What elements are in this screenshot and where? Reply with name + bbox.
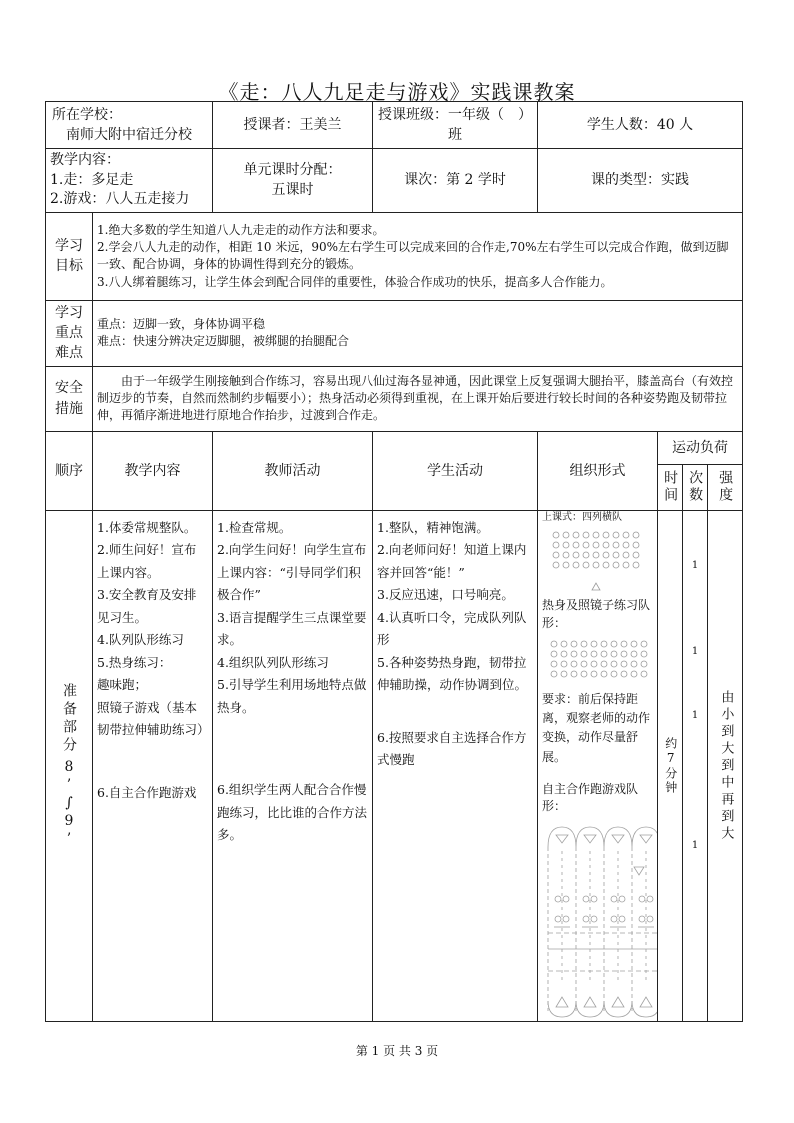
count-header-text: 次数	[687, 470, 704, 505]
school-cell	[46, 102, 213, 149]
goals-label-text: 学习目标	[55, 237, 83, 275]
count-cell	[683, 510, 708, 1022]
safety-label-text: 安全措施	[55, 380, 83, 417]
section-content	[93, 510, 213, 1022]
safety-paragraph: 由于一年级学生刚接触到合作练习，容易出现八仙过海各显神通，因此课堂上反复强调大腿抬平，膝盖高台（有效控制迈步的节奏，自然而然制约步幅要小）；热身活动必须得到重视，在上课开始后要进行较长时间的各种姿势跑及韧带拉伸，再循序渐进地进行原地合作抬步，过渡到合作走。	[97, 373, 734, 423]
section-student	[373, 510, 538, 1022]
page-number: 第 1 页 共 3 页	[355, 1044, 439, 1058]
unit-label: 单元课时分配：	[243, 162, 342, 179]
content-step: 照镜子游戏（基本韧带拉伸辅助练习）	[97, 699, 210, 738]
goal-item: 2.学会八人九走的动作，相距 10 米远，90%左右学生可以完成来回的合作走,70%左右学生可以完成合作跑，做到迈脚一致、配合协调，身体的协调性得到充分的锻炼。	[97, 239, 729, 272]
count-header	[683, 464, 708, 510]
content-item: 1.走：多足走	[50, 171, 134, 188]
goal-item: 1.绝大多数的学生知道八人九走走的动作方法和要求。	[97, 222, 385, 237]
difficult-point: 难点：快速分辨决定迈脚腿，被绑腿的抬腿配合	[97, 334, 350, 349]
content-step: 4.队列队形练习	[97, 632, 184, 648]
formation-caption: 自主合作跑游戏队形：	[542, 781, 639, 814]
class-name: 授课班级：一年级（ ）班	[373, 102, 538, 149]
teacher-step: 6.组织学生两人配合合作慢跑练习，比比谁的合作方法多。	[217, 782, 368, 843]
page-title: 《走：八人九足走与游戏》实践课教案	[218, 80, 576, 104]
section-teacher	[213, 510, 373, 1022]
content-cell	[46, 149, 213, 213]
lesson-number: 课次：第 2 学时	[373, 149, 538, 213]
count-value: 1	[691, 839, 699, 851]
student-header: 学生活动	[373, 431, 538, 510]
school-label: 所在学校：	[52, 106, 122, 123]
teacher-step: 5.引导学生利用场地特点做热身。	[217, 677, 367, 715]
student-step: 6.按照要求自主选择合作方式慢跑	[377, 729, 527, 768]
keypoints-label-text: 学习重点难点	[55, 304, 83, 362]
cooperative-run-diagram	[540, 821, 658, 1021]
goals-row	[46, 212, 743, 300]
warmup-formation-diagram	[546, 638, 656, 686]
count-value: 1	[691, 559, 699, 571]
intensity-value: 由小到大到中再到大	[718, 689, 734, 843]
student-count: 学生人数：40 人	[538, 102, 743, 149]
intensity-cell	[708, 510, 743, 1022]
content-step: 趣味跑；	[97, 677, 148, 693]
formation-caption: 上课式：四列横队	[542, 511, 622, 523]
lesson-plan-table	[45, 101, 743, 1022]
student-step: 5.各种姿势热身跑，韧带拉伸辅助操，动作协调到位。	[377, 654, 528, 693]
content-label: 教学内容：	[50, 152, 120, 168]
formation-caption: 热身及照镜子练习队形：	[542, 598, 651, 630]
time-header-text: 时间	[662, 470, 679, 505]
teacher-step: 2.向学生问好！向学生宣布上课内容：“引导同学们积极合作”	[217, 542, 367, 603]
unit-value: 五课时	[271, 182, 314, 199]
section-cell	[46, 510, 93, 1022]
section-org	[538, 510, 658, 1022]
safety-text	[93, 366, 743, 431]
lesson-type: 课的类型：实践	[538, 149, 743, 213]
keypoints-label	[46, 300, 93, 366]
content-step: 1.体委常规整队。	[97, 519, 197, 535]
student-step: 4.认真听口令，完成队列队形	[377, 609, 527, 648]
goals-text	[93, 212, 743, 300]
count-value: 1	[691, 709, 699, 721]
prep-section-row	[46, 510, 743, 1022]
goal-item: 3.八人绑着腿练习，让学生体会到配合同伴的重要性，体验合作成功的快乐，提高多人合作能力。	[97, 274, 613, 289]
time-cell	[658, 510, 683, 1022]
time-header	[658, 464, 683, 510]
goals-label	[46, 212, 93, 300]
intensity-header-text: 强度	[717, 470, 734, 505]
safety-label	[46, 366, 93, 431]
keypoints-row	[46, 300, 743, 366]
teacher-step: 4.组织队列队形练习	[217, 654, 329, 670]
time-value: 约7分钟	[663, 737, 678, 796]
teacher-header: 教师活动	[213, 431, 373, 510]
content-header: 教学内容	[93, 431, 213, 510]
content-step: 6.自主合作跑游戏	[97, 784, 197, 800]
intensity-header	[708, 464, 743, 510]
header-row-1	[46, 431, 743, 464]
content-step: 5.热身练习：	[97, 654, 172, 670]
section-duration: 8’∫9’	[61, 759, 77, 850]
teacher-step: 1.检查常规。	[217, 519, 292, 535]
teacher-name: 授课者：王美兰	[213, 102, 373, 149]
info-row-2	[46, 149, 743, 213]
student-step: 3.反应迅速，口号响亮。	[377, 587, 514, 603]
content-step: 3.安全教育及安排见习生。	[97, 587, 197, 625]
keypoints-text	[93, 300, 743, 366]
unit-cell	[213, 149, 373, 213]
order-header: 顺序	[46, 431, 93, 510]
org-header: 组织形式	[538, 431, 658, 510]
formation-requirement: 要求：前后保持距离，观察老师的动作变换，动作尽量舒展。	[542, 691, 651, 764]
load-header: 运动负荷	[658, 431, 743, 464]
section-name: 准备部分	[61, 683, 77, 756]
school-name: 南师大附中宿迁分校	[66, 127, 192, 143]
safety-row	[46, 366, 743, 431]
student-step: 2.向老师问好！知道上课内容并回答“能！”	[377, 542, 527, 580]
student-step: 1.整队，精神饱满。	[377, 519, 489, 535]
content-step: 2.师生问好！宣布上课内容。	[97, 542, 197, 580]
content-item: 2.游戏：八人五走接力	[50, 191, 190, 208]
info-row-1	[46, 102, 743, 149]
teacher-step: 3.语言提醒学生三点课堂要求。	[217, 609, 367, 648]
count-value: 1	[691, 645, 699, 657]
key-point: 重点：迈脚一致，身体协调平稳	[97, 316, 266, 331]
four-row-formation-diagram	[548, 527, 658, 595]
